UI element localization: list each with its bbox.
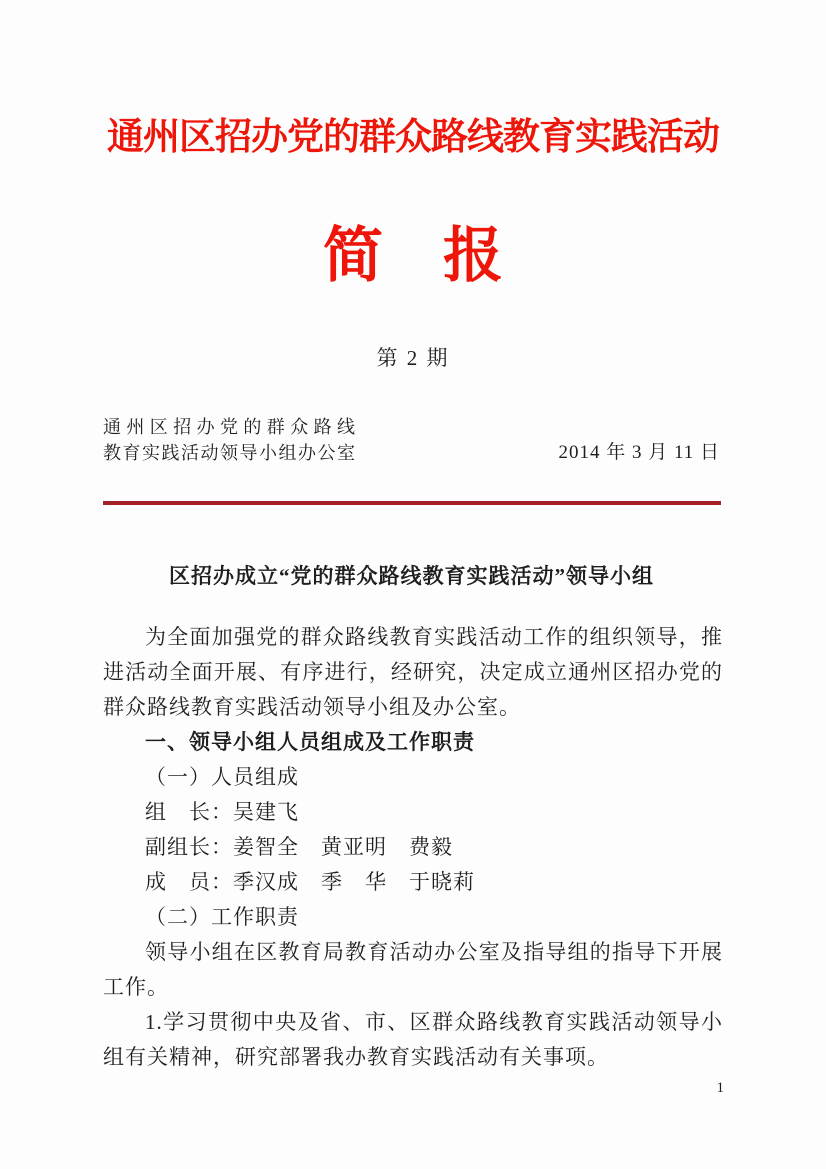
section-heading-1: 一、领导小组人员组成及工作职责 — [145, 730, 475, 754]
paragraph-intro: 为全面加强党的群众路线教育实践活动工作的组织领导，推进活动全面开展、有序进行，经研究，决定成立通州区招办党的群众路线教育实践活动领导小组及办公室。 — [103, 625, 723, 719]
article-headline: 区招办成立“党的群众路线教育实践活动”领导小组 — [169, 564, 654, 588]
org-name-line-2: 教育实践活动领导小组办公室 — [103, 443, 355, 463]
page-number: 1 — [716, 1080, 724, 1096]
members-line: 成 员：季汉成 季 华 于晓莉 — [145, 870, 475, 894]
org-name-line-1: 通州区招办党的群众路线 — [103, 417, 355, 437]
subsection-heading-personnel: （一）人员组成 — [145, 765, 299, 789]
leader-line: 组 长：吴建飞 — [145, 800, 299, 824]
masthead-bulletin-name: 简 报 — [323, 221, 503, 291]
issue-info-row — [103, 414, 720, 466]
article-body — [103, 620, 723, 1075]
paragraph-duties-intro: 领导小组在区教育局教育活动办公室及指导组的指导下开展工作。 — [103, 940, 723, 999]
masthead-divider-rule — [103, 501, 721, 505]
subsection-heading-duties: （二）工作职责 — [145, 905, 299, 929]
issuing-organization — [103, 414, 355, 466]
paragraph-duty-1: 1.学习贯彻中央及省、市、区群众路线教育实践活动领导小组有关精神，研究部署我办教育实践活动有关事项。 — [103, 1010, 723, 1069]
issue-date: 2014 年 3 月 11 日 — [558, 442, 720, 463]
deputy-leaders-line: 副组长：姜智全 黄亚明 费毅 — [145, 835, 453, 859]
issue-number: 第 2 期 — [376, 346, 450, 370]
masthead-title: 通州区招办党的群众路线教育实践活动 — [107, 115, 719, 158]
